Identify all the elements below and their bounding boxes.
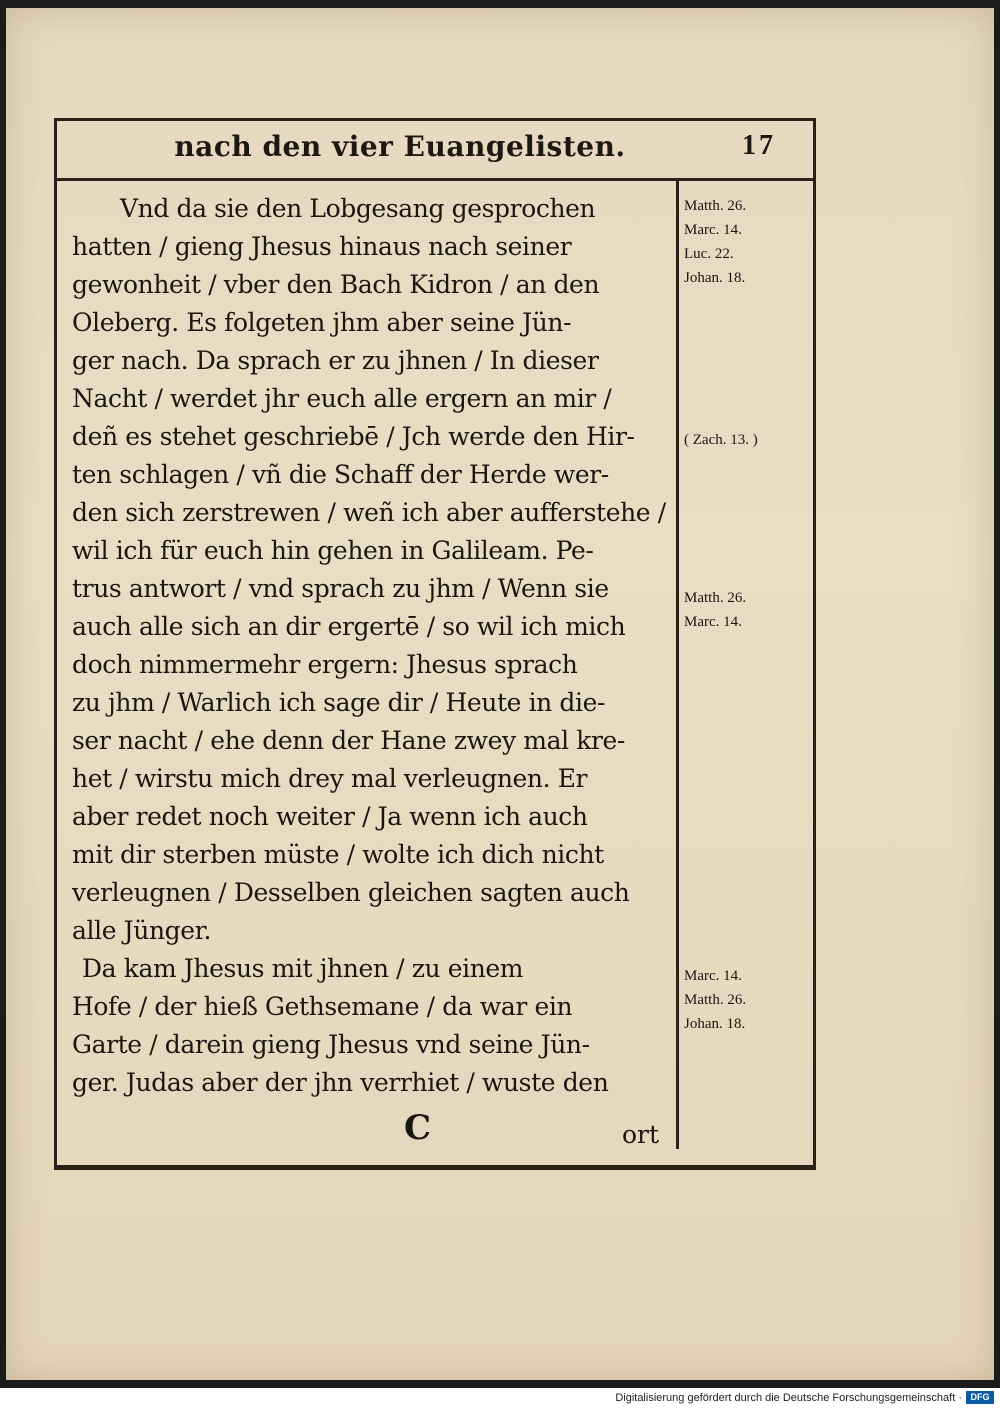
text-line: trus antwort / vnd sprach zu jhm / Wenn sie (72, 574, 609, 603)
text-line: verleugnen / Desselben gleichen sagten auch (72, 878, 630, 907)
margin-column-rule (676, 181, 679, 1149)
text-line: gewonheit / vber den Bach Kidron / an den (72, 270, 600, 299)
text-line: alle Jünger. (72, 916, 212, 945)
text-line: auch alle sich an dir ergertē / so wil ich mich (72, 612, 626, 641)
margin-note: Marc. 14. (684, 614, 742, 630)
text-line: zu jhm / Warlich ich sage dir / Heute in die- (72, 688, 606, 717)
margin-note: Marc. 14. (684, 968, 742, 984)
margin-note: Matth. 26. (684, 992, 747, 1008)
margin-note: Matth. 26. (684, 198, 747, 214)
footer-credit: Digitalisierung gefördert durch die Deutsche Forschungsgemeinschaft · (615, 1392, 962, 1404)
signature-mark: C (404, 1108, 432, 1148)
text-line: het / wirstu mich drey mal verleugnen. Er (72, 764, 588, 793)
margin-note: ( Zach. 13. ) (684, 432, 758, 448)
text-line: ger. Judas aber der jhn verrhiet / wuste den (72, 1068, 609, 1097)
text-line: deñ es stehet geschriebē / Jch werde den Hir- (72, 422, 635, 451)
text-line: wil ich für euch hin gehen in Galileam. Pe- (72, 536, 594, 565)
text-line: hatten / gieng Jhesus hinaus nach seiner (72, 232, 572, 261)
margin-note: Luc. 22. (684, 246, 734, 262)
text-line: Garte / darein gieng Jhesus vnd seine Jün- (72, 1030, 590, 1059)
text-line: doch nimmermehr ergern: Jhesus sprach (72, 650, 578, 679)
text-line: mit dir sterben müste / wolte ich dich nicht (72, 840, 604, 869)
text-line: Oleberg. Es folgeten jhm aber seine Jün- (72, 308, 572, 337)
text-line: ger nach. Da sprach er zu jhnen / In dieser (72, 346, 599, 375)
running-title: nach den vier Euangelisten. (174, 130, 626, 163)
margin-note: Johan. 18. (684, 1016, 746, 1032)
margin-note: Johan. 18. (684, 270, 746, 286)
text-line: Da kam Jhesus mit jhnen / zu einem (82, 954, 524, 983)
text-line: Nacht / werdet jhr euch alle ergern an mir / (72, 384, 612, 413)
text-line: Vnd da sie den Lobgesang gesprochen (120, 194, 596, 223)
dfg-logo-icon: DFG (966, 1391, 994, 1404)
text-line: Hofe / der hieß Gethsemane / da war ein (72, 992, 573, 1021)
page-number: 17 (742, 130, 776, 161)
text-line: aber redet noch weiter / Ja wenn ich auch (72, 802, 588, 831)
catchword: ort (622, 1120, 660, 1149)
footer-bar (0, 1388, 1000, 1408)
margin-note: Matth. 26. (684, 590, 747, 606)
text-line: den sich zerstrewen / weñ ich aber aufferstehe / (72, 498, 666, 527)
margin-note: Marc. 14. (684, 222, 742, 238)
header-rule (54, 178, 816, 181)
text-line: ten schlagen / vñ die Schaff der Herde wer- (72, 460, 609, 489)
text-line: ser nacht / ehe denn der Hane zwey mal kre- (72, 726, 625, 755)
